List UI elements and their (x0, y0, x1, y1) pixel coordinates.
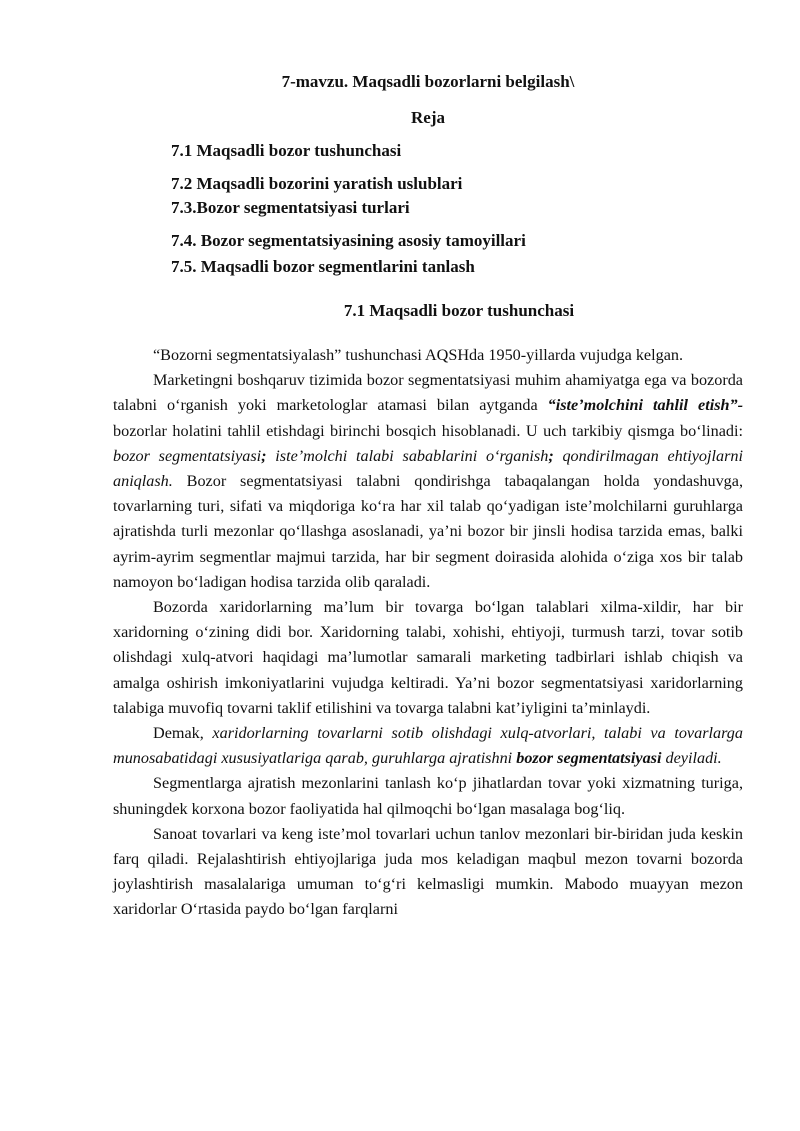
body-text (113, 343, 743, 923)
plan-item: 7.1 Maqsadli bozor tushunchasi (171, 141, 402, 160)
document-title: 7-mavzu. Maqsadli bozorlarni belgilash\ (281, 72, 575, 91)
paragraph: Sanoat tovarlari va keng iste’mol tovarlari uchun tanlov mezonlari bir-biridan juda keskin farq qiladi. Rejalashtirish ehtiyojlariga juda mos keladigan maqbul mezon tovarni bozorda joylashtirish masalalariga umuman to‘g‘ri kelmasligi mumkin. Mabodo muayyan mezon xaridorlar O‘rtasida paydo bo‘lgan farqlarni (113, 824, 743, 919)
plan-list (113, 139, 743, 279)
paragraph: Marketingni boshqaruv tizimida bozor segmentatsiyasi muhim ahamiyatga ega va bozorda talabni o‘rganish yoki marketologlar atamasi bilan aytganda “iste’molchini tahlil etish”- bozorlar holatini tahlil etishdagi birinchi bosqich hisoblanadi. U uch tarkibiy qismga bo‘linadi: bozor segmentatsiyasi; iste’molchi talabi sabablarini o‘rganish; qondirilmagan ehtiyojlarni aniqlash. Bozor segmentatsiyasi talabni qondirishga tabaqalangan holda yondashuvga, tovarlarning turi, sifati va miqdoriga ko‘ra har xil talab qo‘yadigan iste’molchilarni guruhlarga ajratishda turli mezonlar qo‘llashga asoslanadi, ya’ni bozor bir jinsli hodisa tarzida emas, balki ayrim-ayrim segmentlar majmui tarzida, har bir segment doirasida alohida o‘ziga xos bir talab namoyon bo‘ladigan hodisa tarzida olib qaraladi. (113, 371, 744, 591)
document-page (113, 70, 743, 923)
paragraph: Bozorda xaridorlarning ma’lum bir tovarga bo‘lgan talablari xilma-xildir, har bir xaridorning o‘zining didi bor. Xaridorning talabi, xohishi, ehtiyoji, turmush tarzi, tovar sotib olishdagi xulq-atvori haqidagi ma’lumotlar samarali marketing tadbirlari ishlab chiqish va amalga oshirish imkoniyatlarini vujudga keltiradi. Ya’ni bozor segmentatsiyasi xaridorlarning talabiga muvofiq tovarni taklif etilishini va tovarga talabni kat’iyligini ta’minlaydi. (113, 598, 743, 717)
plan-item: 7.3.Bozor segmentatsiyasi turlari (171, 198, 410, 217)
section-heading: 7.1 Maqsadli bozor tushunchasi (343, 301, 575, 320)
plan-item: 7.5. Maqsadli bozor segmentlarini tanlash (171, 257, 475, 276)
plan-item: 7.2 Maqsadli bozorini yaratish uslublari (171, 174, 463, 193)
paragraph: “Bozorni segmentatsiyalash” tushunchasi AQSHda 1950-yillarda vujudga kelgan. (153, 346, 684, 364)
plan-heading: Reja (411, 108, 445, 127)
paragraph: Segmentlarga ajratish mezonlarini tanlash ko‘p jihatlardan tovar yoki xizmatning turiga, shuningdek korxona bozor faoliyatida hal qilmoqchi bo‘lgan masalaga bog‘liq. (113, 774, 743, 818)
paragraph: Demak, xaridorlarning tovarlarni sotib olishdagi xulq-atvorlari, talabi va tovarlarga munosabatidagi xususiyatlariga qarab, guruhlarga ajratishni bozor segmentatsiyasi deyiladi. (113, 724, 743, 768)
plan-item: 7.4. Bozor segmentatsiyasining asosiy tamoyillari (171, 231, 526, 250)
